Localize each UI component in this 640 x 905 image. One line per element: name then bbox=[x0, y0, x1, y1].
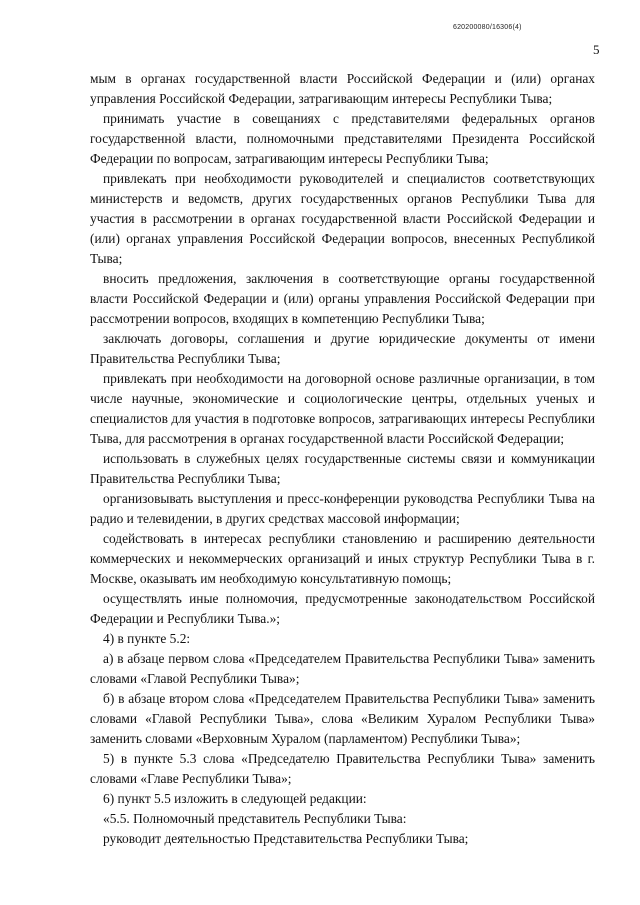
document-body bbox=[90, 69, 595, 849]
paragraph: использовать в служебных целях государственные системы связи и коммуникации Правительства Республики Тыва; bbox=[90, 451, 595, 486]
paragraph: заключать договоры, соглашения и другие юридические документы от имени Правительства Республики Тыва; bbox=[90, 331, 595, 366]
paragraph: 6) пункт 5.5 изложить в следующей редакции: bbox=[103, 791, 367, 806]
paragraph: организовывать выступления и пресс-конференции руководства Республики Тыва на радио и телевидении, в других средствах массовой информации; bbox=[90, 491, 595, 526]
paragraph: привлекать при необходимости на договорной основе различные организации, в том числе научные, экономические и социологические центры, отдельных ученых и специалистов для участия в подготовке вопросов, затрагивающих интересы Республики Тыва, для рассмотрения в органах государственной власти Российской Федерации; bbox=[90, 371, 595, 446]
paragraph: принимать участие в совещаниях с представителями федеральных органов государственной власти, полномочными представителями Президента Российской Федерации по вопросам, затрагивающим интересы Республики Тыва; bbox=[90, 111, 595, 166]
paragraph: 4) в пункте 5.2: bbox=[103, 631, 191, 646]
paragraph: а) в абзаце первом слова «Председателем Правительства Республики Тыва» заменить словами «Главой Республики Тыва»; bbox=[90, 651, 595, 686]
document-id: 620200080/16306(4) bbox=[453, 24, 522, 31]
paragraph: содействовать в интересах республики становлению и расширению деятельности коммерческих и некоммерческих организаций и иных структур Республики Тыва в г. Москве, оказывать им необходимую консультативную помощь; bbox=[90, 531, 595, 586]
paragraph: «5.5. Полномочный представитель Республики Тыва: bbox=[103, 811, 407, 826]
paragraph: вносить предложения, заключения в соответствующие органы государственной власти Российской Федерации и (или) органы управления Российской Федерации при рассмотрении вопросов, входящих в компетенцию Республики Тыва; bbox=[90, 271, 595, 326]
page-number: 5 bbox=[593, 42, 600, 57]
paragraph: 5) в пункте 5.3 слова «Председателю Правительства Республики Тыва» заменить словами «Главе Республики Тыва»; bbox=[90, 751, 595, 786]
paragraph: привлекать при необходимости руководителей и специалистов соответствующих министерств и ведомств, других государственных органов Республики Тыва для участия в рассмотрении в органах государственной власти Российской Федерации и (или) органах управления Российской Федерации вопросов, внесенных Республикой Тыва; bbox=[90, 171, 595, 266]
paragraph: б) в абзаце втором слова «Председателем Правительства Республики Тыва» заменить словами «Главой Республики Тыва», слова «Великим Хуралом Республики Тыва» заменить словами «Верховным Хуралом (парламентом) Республики Тыва»; bbox=[90, 691, 595, 746]
paragraph: мым в органах государственной власти Российской Федерации и (или) органах управления Российской Федерации, затрагивающим интересы Республики Тыва; bbox=[90, 71, 595, 106]
paragraph: руководит деятельностью Представительства Республики Тыва; bbox=[103, 831, 469, 846]
paragraph: осуществлять иные полномочия, предусмотренные законодательством Российской Федерации и Республики Тыва.»; bbox=[90, 591, 595, 626]
